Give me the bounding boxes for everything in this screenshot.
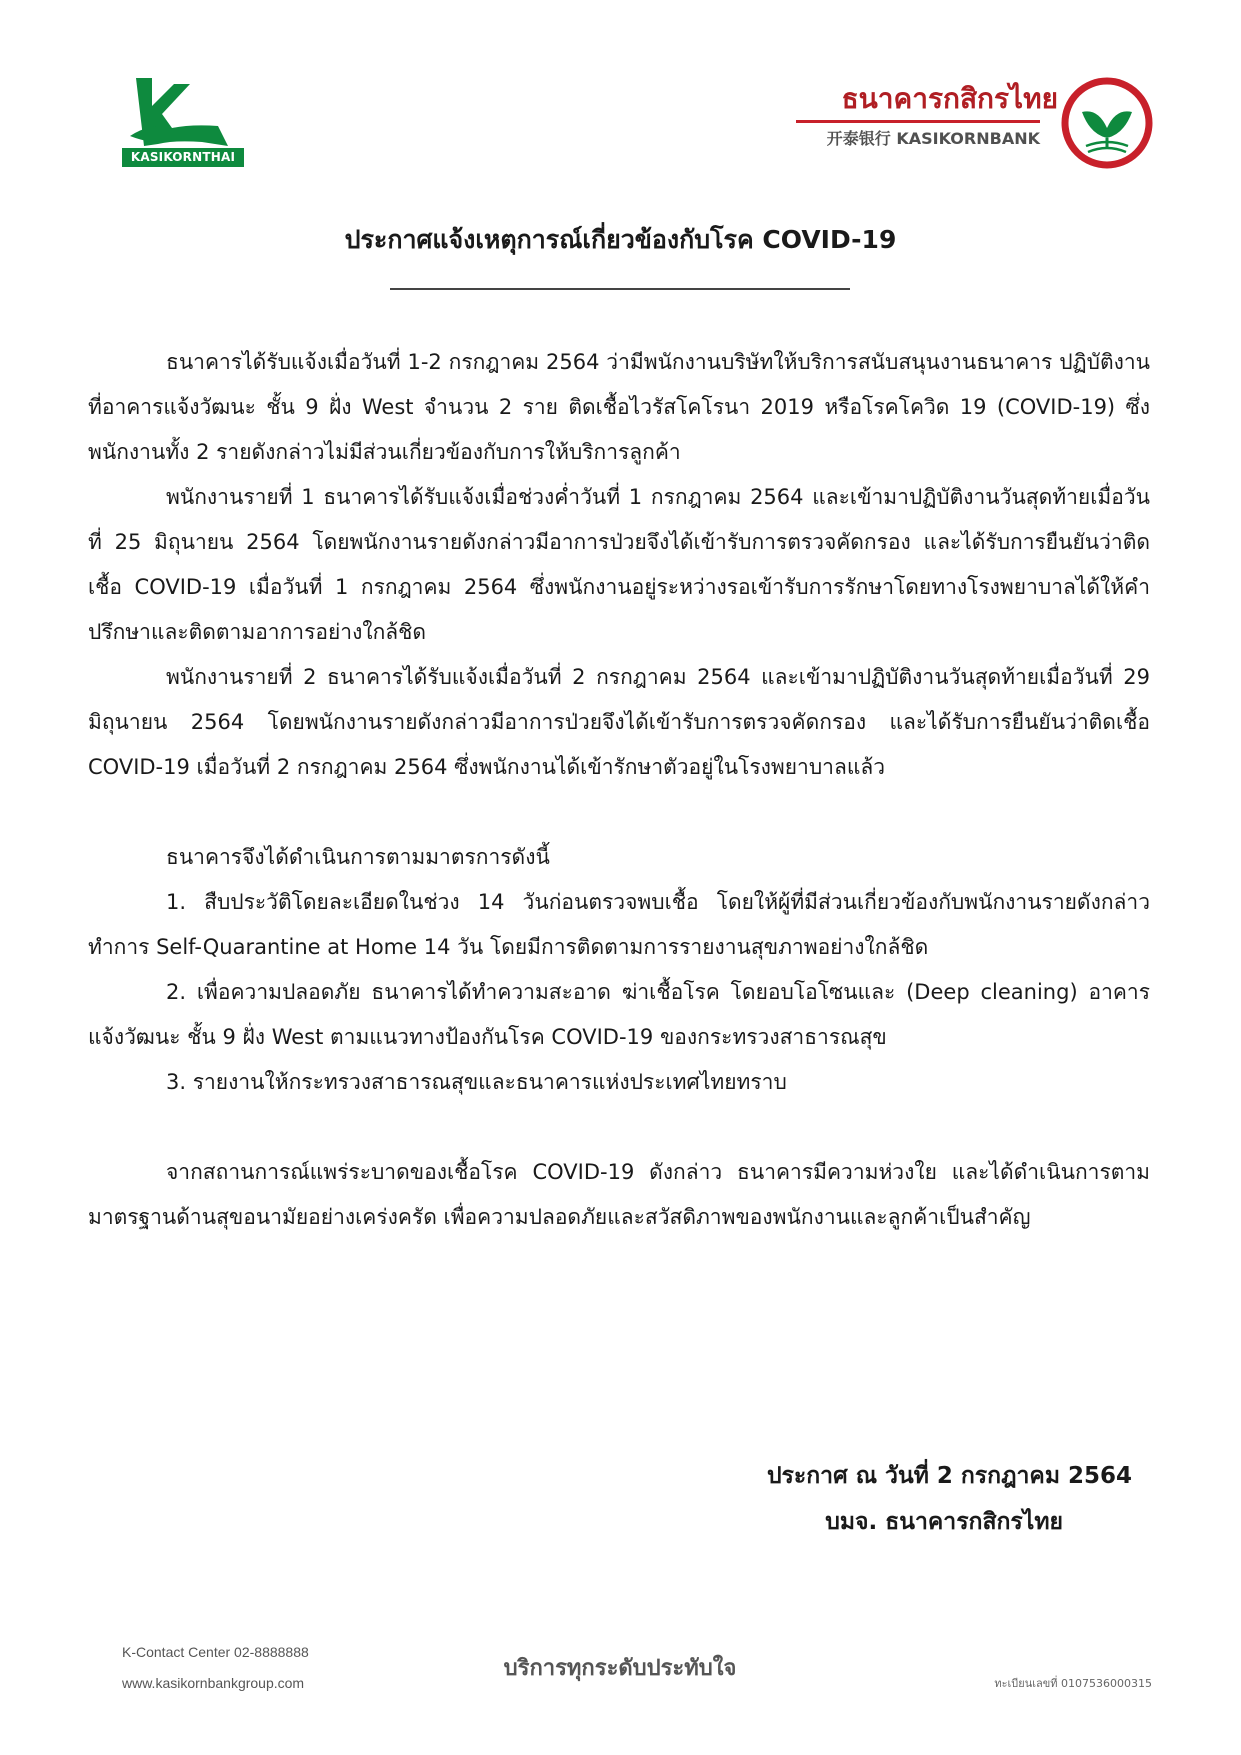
- bank-name-thai: ธนาคารกสิกรไทย: [841, 82, 1058, 115]
- announcement-date: ประกาศ ณ วันที่ 2 กรกฎาคม 2564: [766, 1463, 1132, 1489]
- contact-center: K-Contact Center 02-8888888: [122, 1644, 309, 1660]
- measure-item: 2. เพื่อความปลอดภัย ธนาคารได้ทำความสะอาด ฆ่าเชื้อโรค โดยอบโอโซนและ (Deep cleaning) อาคารแจ้งวัฒนะ ชั้น 9 ฝั่ง West ตามแนวทางป้องกันโรค COVID-19 ของกระทรวงสาธารณสุข: [88, 980, 1150, 1049]
- title-divider: [390, 288, 850, 290]
- measure-item: 3. รายงานให้กระทรวงสาธารณสุขและธนาคารแห่งประเทศไทยทราบ: [166, 1070, 787, 1094]
- paragraph: พนักงานรายที่ 1 ธนาคารได้รับแจ้งเมื่อช่วงค่ำวันที่ 1 กรกฎาคม 2564 และเข้ามาปฏิบัติงานวันสุดท้ายเมื่อวันที่ 25 มิถุนายน 2564 โดยพนักงานรายดังกล่าวมีอาการป่วยจึงได้เข้ารับการตรวจคัดกรอง และได้รับการยืนยันว่าติดเชื้อ COVID-19 เมื่อวันที่ 1 กรกฎาคม 2564 ซึ่งพนักงานอยู่ระหว่างรอเข้ารับการรักษาโดยทางโรงพยาบาลได้ให้คำปรึกษาและติดตามอาการอย่างใกล้ชิด: [88, 485, 1150, 644]
- measures-intro: ธนาคารจึงได้ดำเนินการตามมาตรการดังนี้: [166, 845, 550, 869]
- registration-number: ทะเบียนเลขที่ 0107536000315: [994, 1677, 1152, 1690]
- document-body: [88, 340, 1150, 1240]
- slogan: บริการทุกระดับประทับใจ: [503, 1656, 737, 1681]
- measure-item: 1. สืบประวัติโดยละเอียดในช่วง 14 วันก่อนตรวจพบเชื้อ โดยให้ผู้ที่มีส่วนเกี่ยวข้องกับพนักงานรายดังกล่าวทำการ Self-Quarantine at Home 14 วัน โดยมีการติดตามการรายงานสุขภาพอย่างใกล้ชิด: [88, 890, 1150, 959]
- kbank-seal-icon: [1060, 76, 1154, 170]
- paragraph: พนักงานรายที่ 2 ธนาคารได้รับแจ้งเมื่อวันที่ 2 กรกฎาคม 2564 และเข้ามาปฏิบัติงานวันสุดท้ายเมื่อวันที่ 29 มิถุนายน 2564 โดยพนักงานรายดังกล่าวมีอาการป่วยจึงได้เข้ารับการตรวจคัดกรอง และได้รับการยืนยันว่าติดเชื้อ COVID-19 เมื่อวันที่ 2 กรกฎาคม 2564 ซึ่งพนักงานได้เข้ารักษาตัวอยู่ในโรงพยาบาลแล้ว: [88, 665, 1150, 779]
- closing-paragraph: จากสถานการณ์แพร่ระบาดของเชื้อโรค COVID-19 ดังกล่าว ธนาคารมีความห่วงใย และได้ดำเนินการตามมาตรฐานด้านสุขอนามัยอย่างเคร่งครัด เพื่อความปลอดภัยและสวัสดิภาพของพนักงานและลูกค้าเป็นสำคัญ: [88, 1160, 1150, 1229]
- kasikornthai-logo: [122, 76, 244, 168]
- signing-organization: บมจ. ธนาคารกสิกรไทย: [825, 1509, 1063, 1535]
- paragraph: ธนาคารได้รับแจ้งเมื่อวันที่ 1-2 กรกฎาคม 2564 ว่ามีพนักงานบริษัทให้บริการสนับสนุนงานธนาคาร ปฏิบัติงานที่อาคารแจ้งวัฒนะ ชั้น 9 ฝั่ง West จำนวน 2 ราย ติดเชื้อไวรัสโคโรนา 2019 หรือโรคโควิด 19 (COVID-19) ซึ่งพนักงานทั้ง 2 รายดังกล่าวไม่มีส่วนเกี่ยวข้องกับการให้บริการลูกค้า: [88, 350, 1150, 464]
- document-title: ประกาศแจ้งเหตุการณ์เกี่ยวข้องกับโรค COVID-19: [344, 225, 897, 254]
- website-link[interactable]: www.kasikornbankgroup.com: [122, 1675, 305, 1691]
- bank-name-divider: [796, 120, 1040, 123]
- logo-label: KASIKORNTHAI: [122, 148, 244, 167]
- k-letter-logo-icon: [122, 76, 244, 148]
- bank-name-english: 开泰银行 KASIKORNBANK: [826, 129, 1040, 148]
